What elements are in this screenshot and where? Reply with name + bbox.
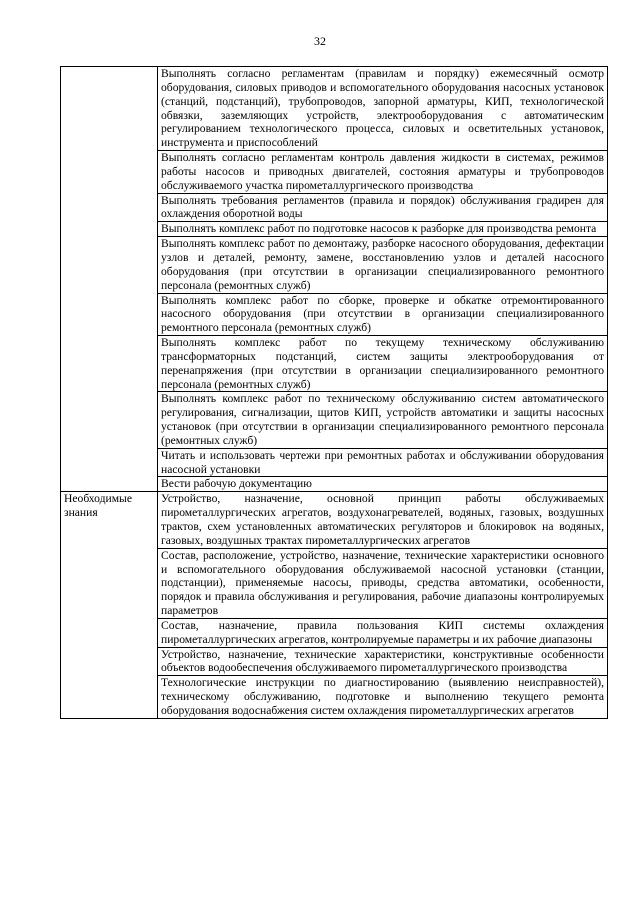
table-text-cell: Состав, назначение, правила пользования КИП системы охлаждения пирометаллургических агрегатов, контролируемые параметры и их рабочие диапазоны xyxy=(158,618,608,647)
table-label-cell xyxy=(61,67,158,492)
competency-table xyxy=(60,66,608,719)
table-text-cell: Выполнять согласно регламентам контроль давления жидкости в системах, режимов работы насосов и приводных двигателей, состояния арматуры и трубопроводов обслуживаемого участка пирометаллургического производства xyxy=(158,151,608,194)
table-text-cell: Выполнять комплекс работ по демонтажу, разборке насосного оборудования, дефектации узлов и деталей, ремонту, замене, восстановлению узлов и деталей насосного оборудования (при отсутствии в организации специализированного ремонтного персонала (ремонтных служб) xyxy=(158,237,608,293)
table-text-cell: Устройство, назначение, основной принцип работы обслуживаемых пирометаллургических агрегатов, воздухонагревателей, водяных, газовых, воздушных трактов, схем установленных автоматических регуляторов и блокировок на водяных, газовых, воздушных трактах пирометаллургических агрегатов xyxy=(158,492,608,548)
table-text-cell: Выполнять комплекс работ по сборке, проверке и обкатке отремонтированного насосного оборудования (при отсутствии в организации специализированного ремонтного персонала (ремонтных служб) xyxy=(158,293,608,336)
table-text-cell: Выполнять требования регламентов (правила и порядок) обслуживания градирен для охлаждения оборотной воды xyxy=(158,193,608,222)
table-row xyxy=(61,492,608,548)
table-text-cell: Выполнять комплекс работ по текущему техническому обслуживанию трансформаторных подстанций, систем защиты электрооборудования от перенапряжения (при отсутствии в организации специализированного ремонтного персонала (ремонтных служб) xyxy=(158,336,608,392)
table-row xyxy=(61,67,608,151)
table-text-cell: Выполнять комплекс работ по техническому обслуживанию систем автоматического регулирования, сигнализации, щитов КИП, устройств автоматики и защиты насосных установок (при отсутствии в организации специализированного ремонтного персонала (ремонтных служб) xyxy=(158,392,608,448)
table-text-cell: Вести рабочую документацию xyxy=(158,477,608,492)
page-number: 32 xyxy=(314,34,326,48)
table-text-cell: Состав, расположение, устройство, назначение, технические характеристики основного и вспомогательного оборудования обслуживаемой насосной установки (станции, подстанции), применяемые насосы, приводы, средства автоматики, особенности, порядок и правила обслуживания и регулирования, рабочие диапазоны контролируемых параметров xyxy=(158,548,608,618)
table-text-cell: Выполнять согласно регламентам (правилам и порядку) ежемесячный осмотр оборудования, силовых приводов и вспомогательного оборудования насосных установок (станций, подстанций), трубопроводов, запорной арматуры, КИП, технологической обвязки, заземляющих устройств, электрооборудования с автоматическим регулированием технологического процесса, силовых и осветительных установок, инструмента и приспособлений xyxy=(158,67,608,151)
table-text-cell: Читать и использовать чертежи при ремонтных работах и обслуживании оборудования насосной установки xyxy=(158,448,608,477)
table-text-cell: Устройство, назначение, технические характеристики, конструктивные особенности объектов водообеспечения обслуживаемого пирометаллургического производства xyxy=(158,647,608,676)
table-text-cell: Выполнять комплекс работ по подготовке насосов к разборке для производства ремонта xyxy=(158,222,608,237)
table-text-cell: Технологические инструкции по диагностированию (выявлению неисправностей), техническому обслуживанию, подготовке и выполнению текущего ремонта оборудования водоснабжения систем охлаждения пирометаллургических агрегатов xyxy=(158,676,608,719)
table-label-cell: Необходимые знания xyxy=(61,492,158,719)
